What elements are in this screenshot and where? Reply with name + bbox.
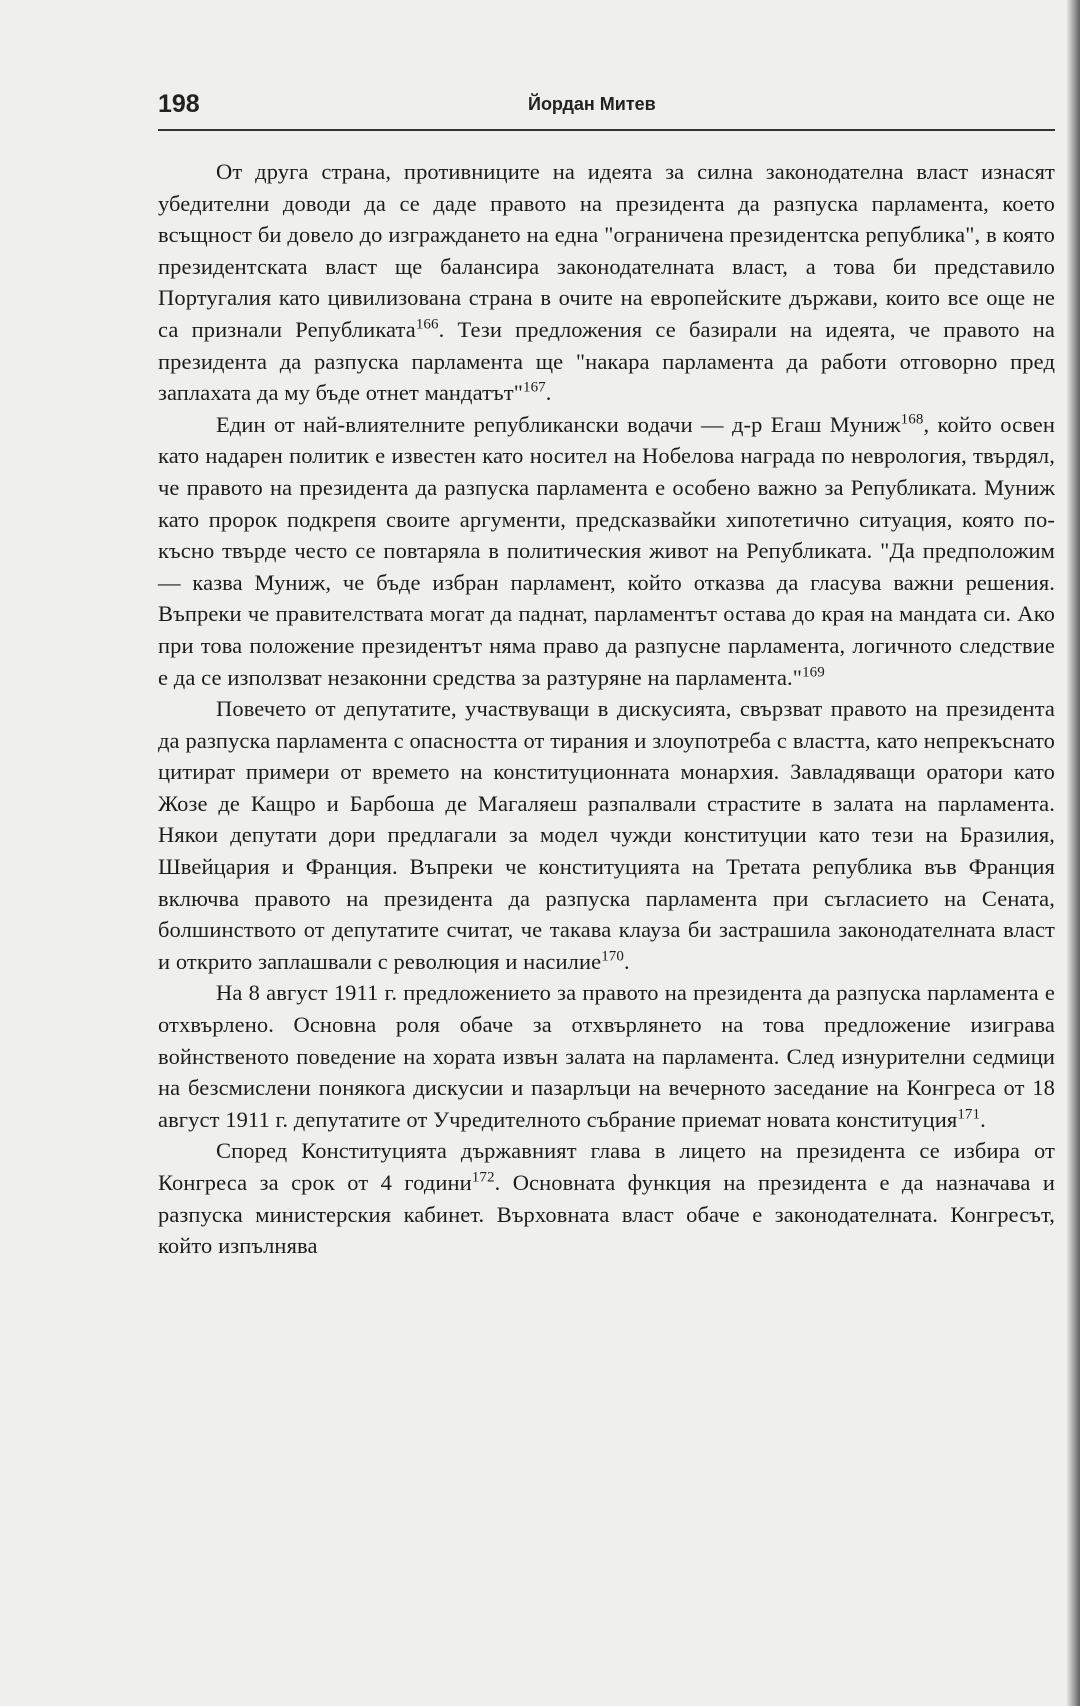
paragraph-text: .	[624, 948, 630, 974]
paragraph-text: .	[980, 1106, 986, 1132]
paragraph	[158, 693, 1055, 977]
footnote-ref: 171	[957, 1106, 981, 1123]
paragraph-text: , който освен като надарен политик е известен като носител на Нобелова награда по неврология, твърдял, че правото на президента да разпуска парламента е особено важно за Републиката. Муниж като пророк подкрепя своите аргументи, предсказвайки хипотетично ситуация, която по-късно твърде често се повтаряла в политическия живот на Републиката. "Да предположим — казва Муниж, че бъде избран парламент, който отказва да гласува важни решения. Въпреки че правителствата могат да паднат, парламентът остава до края на мандата си. Ако при това положение президентът няма право да разпусне парламента, логичното следствие е да се използват незаконни средства за разтуряне на парламента."	[158, 411, 1056, 690]
paragraph	[158, 156, 1055, 409]
footnote-ref: 166	[415, 316, 439, 333]
paragraph-text: На 8 август 1911 г. предложението за правото на президента да разпуска парламента е отхвърлено. Основна роля обаче за отхвърлянето на това предложение изиграва войнственото поведение на хората извън залата на парламента. След изнурителни седмици на безсмислени понякога дискусии и пазарлъци на вечерното заседание на Конгреса от 18 август 1911 г. депутатите от Учредителното събрание приемат новата конституция	[158, 980, 1055, 1132]
footnote-ref: 169	[802, 664, 825, 680]
paragraph-text: Един от най-влиятелните републикански водачи — д-р Егаш Муниж	[216, 411, 901, 437]
paragraph-text: . Тези предложения се базирали на идеята, че правото на президента да разпуска парламента ще "накара парламента да работи отговорно пред заплахата да му бъде отнет мандатът"	[158, 316, 1055, 406]
footnote-ref: 172	[471, 1169, 495, 1186]
footnote-ref: 170	[601, 948, 625, 965]
header-rule	[158, 129, 1055, 131]
footnote-ref: 168	[900, 411, 924, 428]
paragraph-text: . Основната функция на президента е да назначава и разпуска министерския кабинет. Върховната власт обаче е законодателната. Конгресът, който изпълнява	[158, 1170, 1055, 1259]
paragraph	[158, 409, 1055, 693]
paragraph	[158, 977, 1055, 1135]
paragraph	[158, 1135, 1055, 1261]
paragraph-text: Според Конституцията държавният глава в лицето на президента се избира от Конгреса за срок от 4 години	[158, 1138, 1055, 1195]
page-header	[158, 90, 1058, 130]
page-number: 198	[158, 90, 200, 118]
running-head: Йордан Митев	[528, 94, 656, 114]
paragraph-text: От друга страна, противниците на идеята за силна законодателна власт изнасят убедителни доводи да се даде правото на президента да разпуска парламента, което всъщност би довело до изграждането на една "ограничена президентска република", в която президентската власт ще балансира законодателната власт, а това би представило Португалия като цивилизована страна в очите на европейските държави, които все още не са признали Републиката	[158, 159, 1055, 342]
page-edge-shadow	[1066, 0, 1080, 1706]
paragraph-text: Повечето от депутатите, участвуващи в дискусията, свързват правото на президента да разпуска парламента с опасността от тирания и злоупотреба с властта, като непрекъснато цитират примери от времето на конституционната монархия. Завладяващи оратори като Жозе де Кащро и Барбоша де Магаляеш разпалвали страстите в залата на парламента. Някои депутати дори предлагали за модел чужди конституции като тези на Бразилия, Швейцария и Франция. Въпреки че конституцията на Третата република във Франция включва правото на президента да разпуска парламента при съгласието на Сената, болшинството от депутатите считат, че такава клауза би застрашила законодателната власт и открито заплашвали с революция и насилие	[158, 696, 1055, 974]
body-text	[158, 156, 1055, 1262]
paragraph-text: .	[545, 380, 552, 406]
footnote-ref: 167	[522, 379, 546, 396]
